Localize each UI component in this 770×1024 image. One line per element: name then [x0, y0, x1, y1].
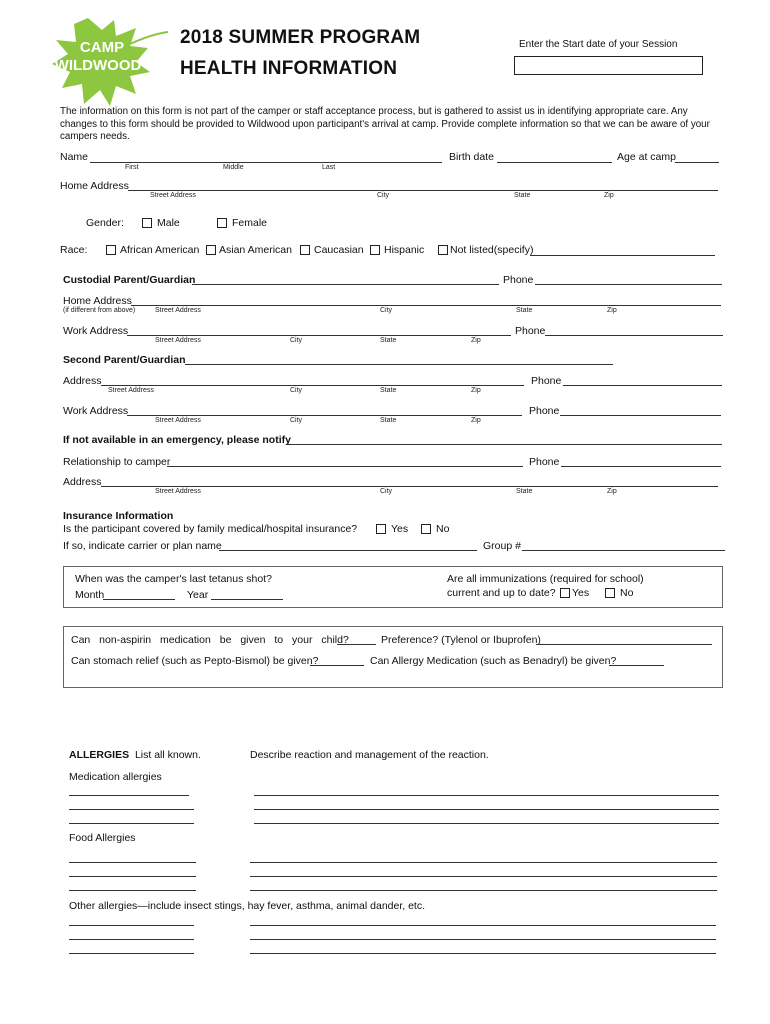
start-date-field[interactable] [514, 56, 703, 75]
non-aspirin-field[interactable] [337, 644, 376, 645]
custodial-work-label: Work Address [63, 325, 129, 337]
other-allergy-field-1[interactable] [69, 925, 194, 926]
preference-field[interactable] [536, 644, 712, 645]
title-line1: 2018 SUMMER PROGRAM [180, 27, 421, 48]
custodial-work-phone-label: Phone [515, 325, 546, 337]
zip-caption: Zip [604, 192, 614, 199]
immunization-yes-checkbox[interactable] [560, 588, 570, 598]
medication-allergy-field-3[interactable] [69, 823, 194, 824]
insurance-no-checkbox[interactable] [421, 524, 431, 534]
last-caption: Last [322, 164, 336, 171]
zip-caption: Zip [471, 337, 481, 344]
describe-reaction-label: Describe reaction and management of the reaction. [250, 749, 489, 761]
street-caption: Street Address [155, 337, 201, 344]
middle-caption: Middle [223, 164, 244, 171]
city-caption: City [290, 387, 303, 394]
male-checkbox[interactable] [142, 218, 152, 228]
race-not-listed-checkbox[interactable] [438, 245, 448, 255]
second-parent-field[interactable] [185, 364, 613, 365]
custodial-work-field[interactable] [127, 335, 511, 336]
allergy-medication-question: Can Allergy Medication (such as Benadryl) be given? [370, 655, 617, 667]
street-caption: Street Address [150, 192, 196, 199]
other-reaction-field-1[interactable] [250, 925, 716, 926]
allergy-medication-field[interactable] [609, 665, 664, 666]
gender-label: Gender: [86, 217, 124, 229]
emergency-label: If not available in an emergency, please notify [63, 434, 291, 446]
zip-caption: Zip [471, 387, 481, 394]
female-checkbox[interactable] [217, 218, 227, 228]
relationship-field[interactable] [167, 466, 523, 467]
birth-date-field[interactable] [497, 162, 612, 163]
second-phone-label: Phone [531, 375, 562, 387]
allergies-subtitle: List all known. [134, 749, 201, 761]
insurance-heading: Insurance Information [63, 510, 174, 522]
stomach-relief-question: Can stomach relief (such as Pepto-Bismol) be given? [71, 655, 319, 667]
race-asian-american-checkbox[interactable] [206, 245, 216, 255]
male-label: Male [157, 217, 180, 229]
zip-caption: Zip [607, 307, 617, 314]
custodial-phone-field[interactable] [535, 284, 722, 285]
state-caption: State [380, 417, 397, 424]
leaf-stem [130, 32, 168, 44]
immunization-line1: Are all immunizations (required for school) [447, 573, 644, 585]
insurance-yes-checkbox[interactable] [376, 524, 386, 534]
food-allergy-field-2[interactable] [69, 876, 196, 877]
city-caption: City [290, 337, 303, 344]
street-caption: Street Address [108, 387, 154, 394]
second-phone-field[interactable] [563, 385, 722, 386]
second-address-field[interactable] [101, 385, 524, 386]
birth-date-label: Birth date [449, 151, 494, 163]
emergency-phone-label: Phone [529, 456, 560, 468]
logo-line1: CAMP [79, 39, 125, 56]
food-reaction-field-2[interactable] [250, 876, 717, 877]
second-work-label: Work Address [63, 405, 129, 417]
race-hispanic-label: Hispanic [384, 244, 425, 256]
immunization-no-label: No [620, 587, 634, 599]
race-african-american-checkbox[interactable] [106, 245, 116, 255]
tetanus-year-label: Year [187, 589, 209, 601]
insurance-yes-label: Yes [391, 523, 409, 535]
tetanus-month-field[interactable] [103, 599, 175, 600]
race-hispanic-checkbox[interactable] [370, 245, 380, 255]
emergency-address-field[interactable] [101, 486, 718, 487]
tetanus-month-label: Month [75, 589, 105, 601]
state-caption: State [516, 488, 533, 495]
allergies-title: ALLERGIES [69, 749, 130, 761]
group-label: Group # [483, 540, 521, 552]
insurance-no-label: No [436, 523, 450, 535]
group-field[interactable] [522, 550, 725, 551]
carrier-field[interactable] [219, 550, 477, 551]
custodial-parent-label: Custodial Parent/Guardian [63, 274, 196, 286]
home-address-field[interactable] [128, 190, 718, 191]
other-allergy-field-3[interactable] [69, 953, 194, 954]
start-date-label: Enter the Start date of your Session [519, 39, 678, 50]
custodial-parent-field[interactable] [192, 284, 499, 285]
name-field[interactable] [90, 162, 442, 163]
immunization-no-checkbox[interactable] [605, 588, 615, 598]
zip-caption: Zip [471, 417, 481, 424]
allergies-heading [69, 749, 201, 761]
second-work-phone-field[interactable] [560, 415, 721, 416]
street-caption: Street Address [155, 307, 201, 314]
food-allergy-field-3[interactable] [69, 890, 196, 891]
first-caption: First [125, 164, 139, 171]
city-caption: City [377, 192, 390, 199]
race-specify-field[interactable] [530, 255, 715, 256]
medication-reaction-field-3[interactable] [254, 823, 719, 824]
non-aspirin-question: Can non-aspirin medication be given to your child? [71, 634, 349, 646]
city-caption: City [380, 488, 393, 495]
tetanus-question: When was the camper's last tetanus shot? [75, 573, 272, 585]
insurance-question: Is the participant covered by family medical/hospital insurance? [63, 523, 358, 535]
other-reaction-field-2[interactable] [250, 939, 716, 940]
emergency-address-label: Address [63, 476, 102, 488]
food-reaction-field-3[interactable] [250, 890, 717, 891]
logo-line2: WILDWOOD [54, 57, 142, 74]
second-parent-label: Second Parent/Guardian [63, 354, 186, 366]
medication-allergies-label: Medication allergies [69, 771, 162, 783]
street-caption: Street Address [155, 417, 201, 424]
other-allergies-label: Other allergies—include insect stings, hay fever, asthma, animal dander, etc. [69, 900, 426, 912]
custodial-phone-label: Phone [503, 274, 534, 286]
second-address-label: Address [63, 375, 102, 387]
state-caption: State [514, 192, 531, 199]
female-label: Female [232, 217, 268, 229]
other-reaction-field-3[interactable] [250, 953, 716, 954]
different-caption: (if different from above) [63, 307, 136, 314]
city-caption: City [380, 307, 393, 314]
state-caption: State [516, 307, 533, 314]
race-african-american-label: African American [120, 244, 200, 256]
carrier-label: If so, indicate carrier or plan name [63, 540, 222, 552]
race-caucasian-label: Caucasian [314, 244, 364, 256]
preference-label: Preference? (Tylenol or Ibuprofen) [381, 634, 541, 646]
medication-reaction-field-2[interactable] [254, 809, 719, 810]
city-caption: City [290, 417, 303, 424]
zip-caption: Zip [607, 488, 617, 495]
camp-logo [44, 14, 172, 110]
medication-reaction-field-1[interactable] [254, 795, 719, 796]
race-asian-american-label: Asian American [219, 244, 292, 256]
emergency-field[interactable] [286, 444, 722, 445]
race-caucasian-checkbox[interactable] [300, 245, 310, 255]
food-allergies-label: Food Allergies [69, 832, 136, 844]
second-work-phone-label: Phone [529, 405, 560, 417]
name-label: Name [60, 151, 89, 163]
second-work-field[interactable] [127, 415, 522, 416]
street-caption: Street Address [155, 488, 201, 495]
race-label: Race: [60, 244, 88, 256]
state-caption: State [380, 387, 397, 394]
custodial-home-field[interactable] [131, 305, 721, 306]
other-allergy-field-2[interactable] [69, 939, 194, 940]
custodial-home-label: Home Address [63, 295, 132, 307]
state-caption: State [380, 337, 397, 344]
custodial-work-phone-field[interactable] [545, 335, 723, 336]
medication-allergy-field-2[interactable] [69, 809, 194, 810]
race-not-listed-label: Not listed(specify) [450, 244, 534, 256]
home-address-label: Home Address [60, 180, 129, 192]
emergency-phone-field[interactable] [561, 466, 721, 467]
stomach-relief-field[interactable] [310, 665, 364, 666]
relationship-label: Relationship to camper [63, 456, 171, 468]
food-allergy-field-1[interactable] [69, 862, 196, 863]
age-label: Age at camp [617, 151, 676, 163]
food-reaction-field-1[interactable] [250, 862, 717, 863]
medication-allergy-field-1[interactable] [69, 795, 189, 796]
title-line2: HEALTH INFORMATION [180, 58, 398, 79]
tetanus-year-field[interactable] [211, 599, 283, 600]
immunization-line2: current and up to date? [447, 587, 556, 599]
age-field[interactable] [675, 162, 719, 163]
intro-text: The information on this form is not part of the camper or staff acceptance process, but is gathered to assist us in identifying appropriate care. Any changes to this form should be provided to Wildwood upon participant's arrival at camp. Provide complete information so that we can be aware of your campers needs. [60, 106, 710, 142]
immunization-yes-label: Yes [572, 587, 590, 599]
